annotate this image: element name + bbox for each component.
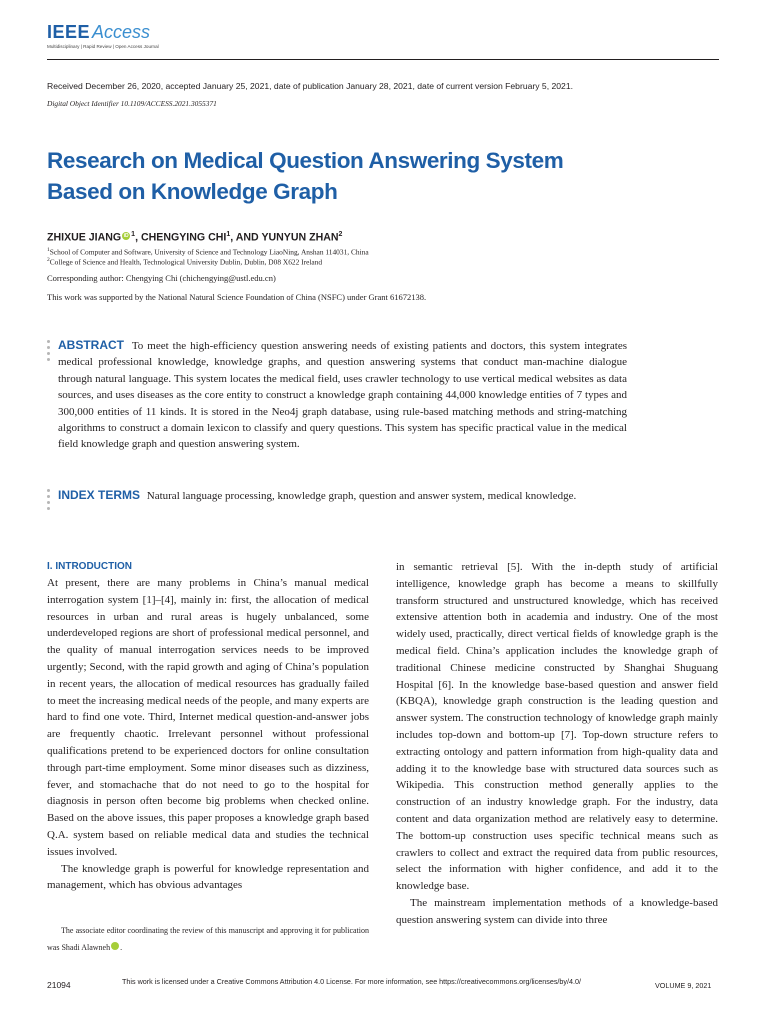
intro-paragraph-4: The mainstream implementation methods of a knowledge-based question answering system can divide into three — [396, 896, 718, 926]
header-rule — [47, 59, 719, 60]
affiliation-2 — [47, 257, 322, 266]
index-dots-icon — [47, 489, 51, 513]
paper-title — [47, 145, 707, 207]
left-column — [47, 559, 369, 894]
corresponding-author: Corresponding author: Chengying Chi (chichengying@ustl.edu.cn) — [47, 273, 276, 283]
editor-footnote: The associate editor coordinating the review of this manuscript and approving it for publication was Shadi Alawneh iD. — [47, 926, 369, 952]
author-3-affil: 2 — [338, 231, 343, 238]
affiliation-2-number: 2 — [47, 257, 50, 263]
funding-note: This work was supported by the National Natural Science Foundation of China (NSFC) under Grant 61672138. — [47, 292, 427, 302]
abstract — [58, 337, 627, 453]
affiliation-1-number: 1 — [47, 247, 50, 253]
index-terms-label: INDEX TERMS — [58, 488, 141, 502]
abstract-label: ABSTRACT — [58, 338, 124, 352]
affiliation-2-text: College of Science and Health, Technological University Dublin, Dublin, D08 X622 Ireland — [49, 257, 323, 267]
logo-tagline: Multidisciplinary | Rapid Review | Open Access Journal — [47, 44, 159, 49]
index-terms-text: Natural language processing, knowledge graph, question and answer system, medical knowledge. — [146, 490, 577, 502]
logo-ieee: IEEE — [47, 22, 91, 42]
abstract-text: To meet the high-efficiency question answering needs of existing patients and doctors, this system integrates medical professional knowledge, knowledge graphs, and question answering systems that conduct man-machine dialogue through natural language. This system locates the medical field, uses crawler technology to use vertical medical websites as data sources, and uses diseases as the core entity to construct a knowledge graph containing 44,000 knowledge entities of 7 types and 300,000 entities of 11 kinds. It is stored in the Neo4j graph database, using rule-based matching methods and string-matching algorithms to construct a domain lexicon to classify and query questions. This system has specific practical value in the medical field knowledge graph and question answering system. — [58, 340, 627, 451]
author-1-affil: 1 — [131, 231, 136, 238]
author-3: AND YUNYUN ZHAN — [235, 231, 339, 244]
page-number: 21094 — [47, 980, 71, 990]
intro-paragraph-2: The knowledge graph is powerful for knowledge representation and management, which has obvious advantages — [47, 862, 369, 892]
intro-paragraph-3: in semantic retrieval [5]. With the in-depth study of artificial intelligence, knowledge graph has become a means to skillfully transform structured and unstructured knowledge, which has received extensive attention both in academia and industry. One of the most widely used, practically, direct vertical fields of knowledge graph is the medical field. China’s application includes the knowledge graph of traditional Chinese medicine constructed by Shanghai Shuguang Hospital [6]. In the knowledge base-based question and answer field (KBQA), knowledge graph construction is the leading question and answer system. The construction technology of knowledge graph mainly includes top-down and bottom-up [7]. Top-down structure refers to extracting ontology and pattern information from high-quality data and adding it to the knowledge base with structured data sources such as Wikipedia. This construction method generally applies to the construction of an industry knowledge graph. For the industry, data content and data organization method are relatively easy to determine. The bottom-up construction uses specific technical means such as crawlers to collect and extract the required data from public resources, select the information with higher confidence, and add it to the knowledge base. — [396, 561, 718, 893]
right-column — [396, 559, 718, 929]
section-heading-introduction: I. INTRODUCTION — [47, 561, 132, 572]
received-dates: Received December 26, 2020, accepted January 25, 2021, date of publication January 28, 2021, date of current version February 5, 2021. — [47, 81, 573, 91]
title-line-2: Based on Knowledge Graph — [47, 179, 338, 204]
journal-logo — [47, 22, 177, 58]
intro-paragraph-1: At present, there are many problems in China’s manual medical interrogation system [1]–[4], mainly in: first, the allocation of medical resources in urban and rural areas is hugely unbalanced, some underdeveloped regions are short of professional medical personnel, and the quality of manual interrogation services needs to be improved urgently; Second, with the rapid growth and aging of China’s population in recent years, the allocation of medical resources has gradually failed to meet the increasing medical needs of the people, and many experts are hard to find one vote. Third, Internet medical question-and-answer jobs are frequently chaotic. Irrelevant personnel without professional qualifications pretend to be experienced doctors for online consultation through part-time employment. Some minor diseases such as dizziness, fever, and stomachache that do not need to go to the hospital for diagnosis in person often become big problems when checked online. Based on the above issues, this paper proposes a knowledge graph based Q.A. system based on reliable medical data and studies the technical issues involved. — [47, 577, 369, 858]
footnote-text: The associate editor coordinating the review of this manuscript and approving it for publication was Shadi Alawneh — [47, 926, 369, 952]
affiliation-1-text: School of Computer and Software, University of Science and Technology LiaoNing, Anshan 114031, China — [49, 247, 369, 257]
author-2: CHENGYING CHI — [140, 231, 227, 244]
logo-access: Access — [92, 22, 151, 42]
author-list: ZHIXUE JIANG iD $^1$, CHENGYING CHI$^1$, AND YUNYUN ZHAN$^2$ — [47, 231, 343, 244]
orcid-icon[interactable]: iD — [123, 232, 129, 239]
title-line-1: Research on Medical Question Answering System — [47, 148, 564, 173]
abstract-dots-icon — [47, 340, 51, 364]
doi: Digital Object Identifier 10.1109/ACCESS.2021.3055371 — [47, 99, 217, 108]
license-note: This work is licensed under a Creative Commons Attribution 4.0 License. For more information, see https://creativecommons.org/licenses/by/4.0/ — [122, 977, 582, 986]
author-2-affil: 1 — [226, 231, 231, 238]
index-terms — [58, 487, 627, 504]
affiliation-1 — [47, 247, 369, 256]
volume-label: VOLUME 9, 2021 — [655, 981, 712, 990]
orcid-icon[interactable]: iD — [111, 942, 119, 950]
author-1: ZHIXUE JIANG — [47, 231, 122, 244]
